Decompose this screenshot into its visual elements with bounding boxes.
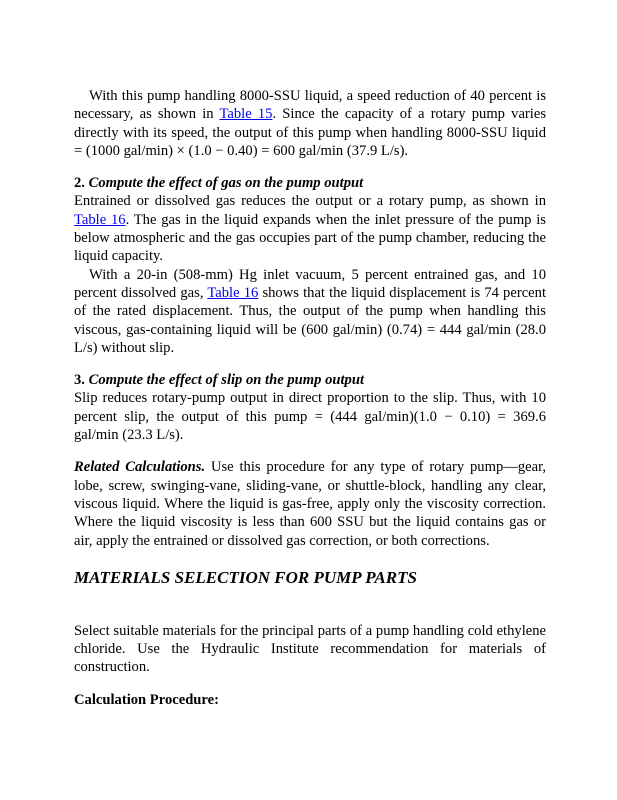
- gas-effect-paragraph: [74, 192, 546, 265]
- text-run: shows that the liquid displacement is 74 percent of the rated displacement. Thus, the output of the pump when handling this viscous, gas-containing liquid will be (600 gal/min) (0.74) = 444 gal/min (28.0 L/s) without slip.: [74, 284, 547, 356]
- table-15-link[interactable]: Table 15: [219, 106, 273, 123]
- step-title: Compute the effect of gas on the pump output: [88, 175, 364, 192]
- document-page: [74, 87, 546, 709]
- step-3-heading: [74, 371, 546, 389]
- step-title: Compute the effect of slip on the pump output: [88, 372, 365, 389]
- text-run: . The gas in the liquid expands when the inlet pressure of the pump is below atmospheric and the gas occupies part of the pump chamber, reducing the liquid capacity.: [74, 211, 546, 265]
- step-number: 2.: [74, 175, 89, 192]
- step-2-heading: [74, 174, 546, 192]
- speed-reduction-paragraph: [74, 87, 546, 160]
- related-calculations-paragraph: [74, 458, 546, 549]
- table-16-link-2[interactable]: Table 16: [207, 284, 259, 301]
- text-run: With this pump handling 8000-SSU liquid, a speed reduction of 40 percent is necessary, as shown in: [74, 88, 546, 123]
- section-heading: MATERIALS SELECTION FOR PUMP PARTS: [74, 567, 417, 587]
- table-16-link[interactable]: Table 16: [74, 211, 126, 228]
- text-run: Use this procedure for any type of rotary pump—gear, lobe, screw, swinging-vane, sliding-vane, or shuttle-block, handling any clear, viscous liquid. Where the liquid is gas-free, apply only the viscosity correction. Where the liquid viscosity is less than 600 SSU but the liquid contains gas or air, apply the entrained or dissolved gas correction, or both corrections.: [74, 459, 547, 549]
- text-run: With a 20-in (508-mm) Hg inlet vacuum, 5 percent entrained gas, and 10 percent dissolved gas,: [74, 266, 546, 301]
- related-calculations-label: Related Calculations.: [74, 459, 206, 476]
- section-heading-wrap: [74, 567, 546, 589]
- section-intro-paragraph: Select suitable materials for the principal parts of a pump handling cold ethylene chloride. Use the Hydraulic Institute recommendation for materials of construction.: [74, 622, 546, 676]
- step-number: 3.: [74, 372, 89, 389]
- slip-effect-paragraph: Slip reduces rotary-pump output in direct proportion to the slip. Thus, with 10 percent slip, the output of this pump = (444 gal/min)(1.0 − 0.10) = 369.6 gal/min (23.3 L/s).: [74, 390, 546, 444]
- text-run: . Since the capacity of a rotary pump varies directly with its speed, the output of this pump when handling 8000-SSU liquid = (1000 gal/min) × (1.0 − 0.40) = 600 gal/min (37.9 L/s).: [74, 106, 546, 159]
- gas-example-paragraph: [74, 266, 546, 357]
- calculation-procedure-heading: Calculation Procedure:: [74, 691, 219, 708]
- text-run: Entrained or dissolved gas reduces the output or a rotary pump, as shown in: [74, 193, 546, 210]
